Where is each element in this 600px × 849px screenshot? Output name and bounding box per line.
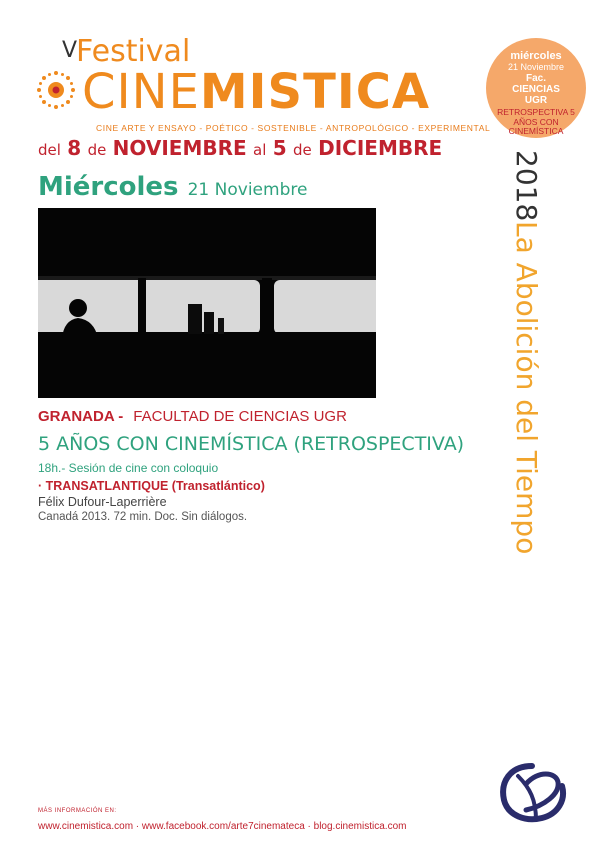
dates-day-start: 8 xyxy=(67,136,82,160)
festival-name-part1: CINE xyxy=(82,64,200,120)
more-info-label: MÁS INFORMACIÓN EN: xyxy=(38,808,117,814)
dates-de-2: de xyxy=(293,141,312,159)
session-info: 18h.- Sesión de cine con coloquio xyxy=(38,461,219,475)
film-director: Félix Dufour-Laperrière xyxy=(38,495,167,509)
dates-day-end: 5 xyxy=(272,136,287,160)
event-venue: FACULTAD DE CIENCIAS UGR xyxy=(133,408,347,425)
vertical-title xyxy=(510,150,550,590)
arte7-logo-icon xyxy=(496,760,568,826)
vertical-title-theme: La Abolición del Tiempo xyxy=(510,221,543,555)
festival-dates xyxy=(38,136,442,160)
event-location xyxy=(38,408,347,425)
dates-del: del xyxy=(38,141,61,159)
event-badge xyxy=(486,38,586,138)
badge-program: RETROSPECTIVA 5 AÑOS CON CINEMÍSTICA xyxy=(497,107,575,136)
sun-logo-icon xyxy=(36,70,76,110)
film-still-image xyxy=(38,208,376,398)
badge-venue: Fac. CIENCIAS UGR xyxy=(512,73,560,106)
badge-day: miércoles xyxy=(510,50,562,62)
festival-name xyxy=(82,64,431,120)
day-heading xyxy=(38,172,307,202)
day-name: Miércoles xyxy=(38,172,179,202)
festival-word: Festival xyxy=(76,34,191,69)
festival-tagline: CINE ARTE Y ENSAYO - POÉTICO - SOSTENIBLE - ANTROPOLÓGICO - EXPERIMENTAL xyxy=(96,123,491,133)
badge-date: 21 Noviembre xyxy=(507,62,565,72)
film-details: Canadá 2013. 72 min. Doc. Sin diálogos. xyxy=(38,511,248,523)
event-city: GRANADA - xyxy=(38,408,124,425)
dates-al: al xyxy=(253,141,267,159)
film-title: · TRANSATLANTIQUE (Transatlántico) xyxy=(38,479,265,493)
footer-links[interactable]: www.cinemistica.com · www.facebook.com/arte7cinemateca · blog.cinemistica.com xyxy=(38,821,407,832)
program-title: 5 AÑOS CON CINEMÍSTICA (RETROSPECTIVA) xyxy=(38,433,465,455)
edition-mark: V xyxy=(62,38,78,63)
day-date: 21 Noviembre xyxy=(187,180,308,200)
vertical-title-year: 2018 xyxy=(510,150,543,222)
dates-month-start: NOVIEMBRE xyxy=(112,136,247,160)
festival-name-part2: MISTICA xyxy=(199,64,431,120)
dates-de-1: de xyxy=(87,141,107,159)
dates-month-end: DICIEMBRE xyxy=(318,136,443,160)
